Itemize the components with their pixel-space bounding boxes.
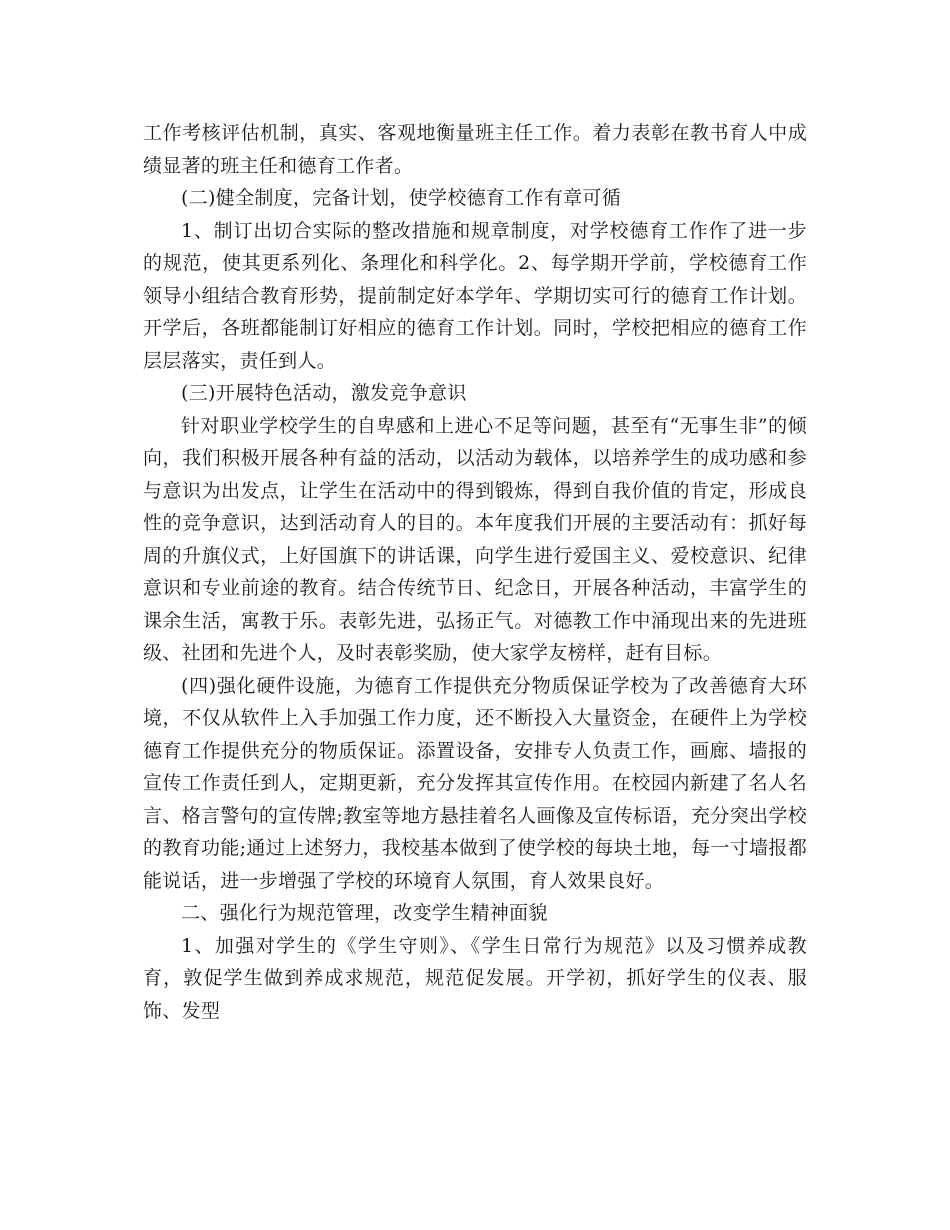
document-body <box>143 117 807 1027</box>
paragraph-continuation: 工作考核评估机制，真实、客观地衡量班主任工作。着力表彰在教书育人中成绩显著的班主任和德育工作者。 <box>143 122 807 177</box>
paragraph-regulations: 1、制订出切合实际的整改措施和规章制度，对学校德育工作作了进一步的规范，使其更系列化、条理化和科学化。2、每学期开学前，学校德育工作领导小组结合教育形势，提前制定好本学年、学期切实可行的德育工作计划。开学后，各班都能制订好相应的德育工作计划。同时，学校把相应的德育工作层层落实，责任到人。 <box>143 219 807 372</box>
section-heading-behavior: 二、强化行为规范管理，改变学生精神面貌 <box>181 902 548 924</box>
paragraph-activities: 针对职业学校学生的自卑感和上进心不足等问题，甚至有“无事生非”的倾向，我们积极开展各种有益的活动，以活动为载体，以培养学生的成功感和参与意识为出发点，让学生在活动中的得到锻炼，得到自我价值的肯定，形成良性的竞争意识，达到活动育人的目的。本年度我们开展的主要活动有：抓好每周的升旗仪式，上好国旗下的讲话课，向学生进行爱国主义、爱校意识、纪律意识和专业前途的教育。结合传统节日、纪念日，开展各种活动，丰富学生的课余生活，寓教于乐。表彰先进，弘扬正气。对德教工作中涌现出来的先进班级、社团和先进个人，及时表彰奖励，使大家学友榜样，赶有目标。 <box>143 414 807 664</box>
section-heading-3: (三)开展特色活动，激发竞争意识 <box>181 382 467 404</box>
section-heading-2: (二)健全制度，完备计划，使学校德育工作有章可循 <box>181 187 622 209</box>
paragraph-behavior-norms: 1、加强对学生的《学生守则》、《学生日常行为规范》以及习惯养成教育，敦促学生做到养成求规范，规范促发展。开学初，抓好学生的仪表、服饰、发型 <box>143 934 807 1022</box>
paragraph-hardware: (四)强化硬件设施，为德育工作提供充分物质保证学校为了改善德育大环境，不仅从软件上入手加强工作力度，还不断投入大量资金，在硬件上为学校德育工作提供充分的物质保证。添置设备，安排专人负责工作，画廊、墙报的宣传工作责任到人，定期更新，充分发挥其宣传作用。在校园内新建了名人名言、格言警句的宣传牌;教室等地方悬挂着名人画像及宣传标语，充分突出学校的教育功能;通过上述努力，我校基本做到了使学校的每块土地，每一寸墙报都能说话，进一步增强了学校的环境育人氛围，育人效果良好。 <box>143 674 807 892</box>
